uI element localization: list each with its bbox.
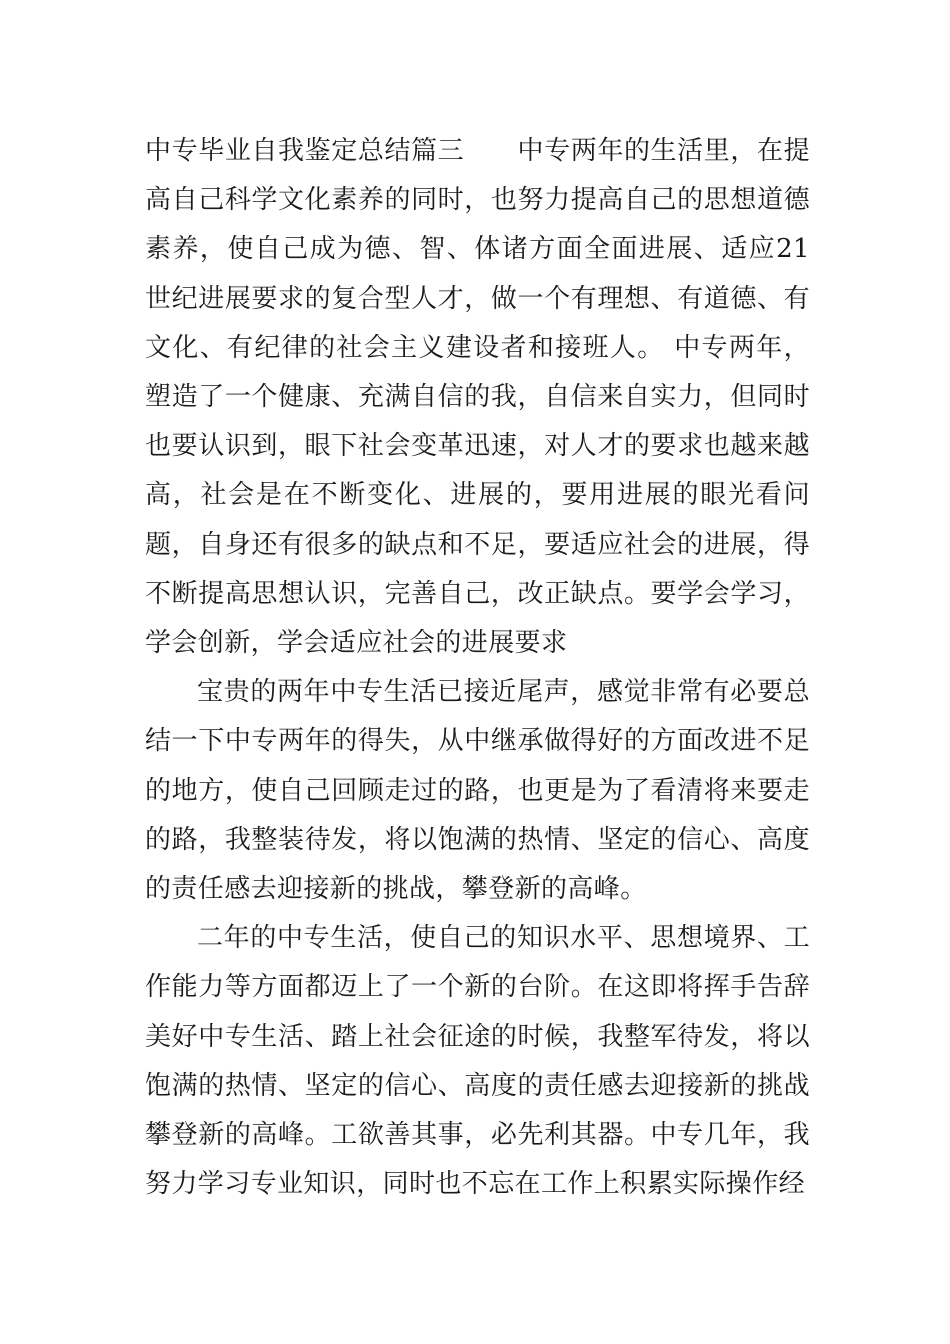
paragraph-2: 宝贵的两年中专生活已接近尾声，感觉非常有必要总结一下中专两年的得失，从中继承做得好的方面改进不足的地方，使自己回顾走过的路，也更是为了看清将来要走的路，我整装待发，将以饱满的热情、坚定的信心、高度的责任感去迎接新的挑战，攀登新的高峰。 [145,677,810,905]
paragraph-3: 二年的中专生活，使自己的知识水平、思想境界、工作能力等方面都迈上了一个新的台阶。在这即将挥手告辞美好中专生活、踏上社会征途的时候，我整军待发，将以饱满的热情、坚定的信心、高度的责任感去迎接新的挑战攀登新的高峰。工欲善其事，必先利其器。中专几年，我努力学习专业知识，同时也不忘在工作上积累实际操作经 [145,923,810,1200]
paragraph-1: 中专毕业自我鉴定总结篇三 中专两年的生活里，在提高自己科学文化素养的同时，也努力提高自己的思想道德素养，使自己成为德、智、体诸方面全面进展、适应21世纪进展要求的复合型人才，做一个有理想、有道德、有文化、有纪律的社会主义建设者和接班人。 中专两年，塑造了一个健康、充满自信的我，自信来自实力，但同时也要认识到，眼下社会变革迅速，对人才的要求也越来越高，社会是在不断变化、进展的，要用进展的眼光看问题，自身还有很多的缺点和不足，要适应社会的进展，得不断提高思想认识，完善自己，改正缺点。要学会学习，学会创新，学会适应社会的进展要求 [145,136,810,659]
document-body [145,127,810,1209]
